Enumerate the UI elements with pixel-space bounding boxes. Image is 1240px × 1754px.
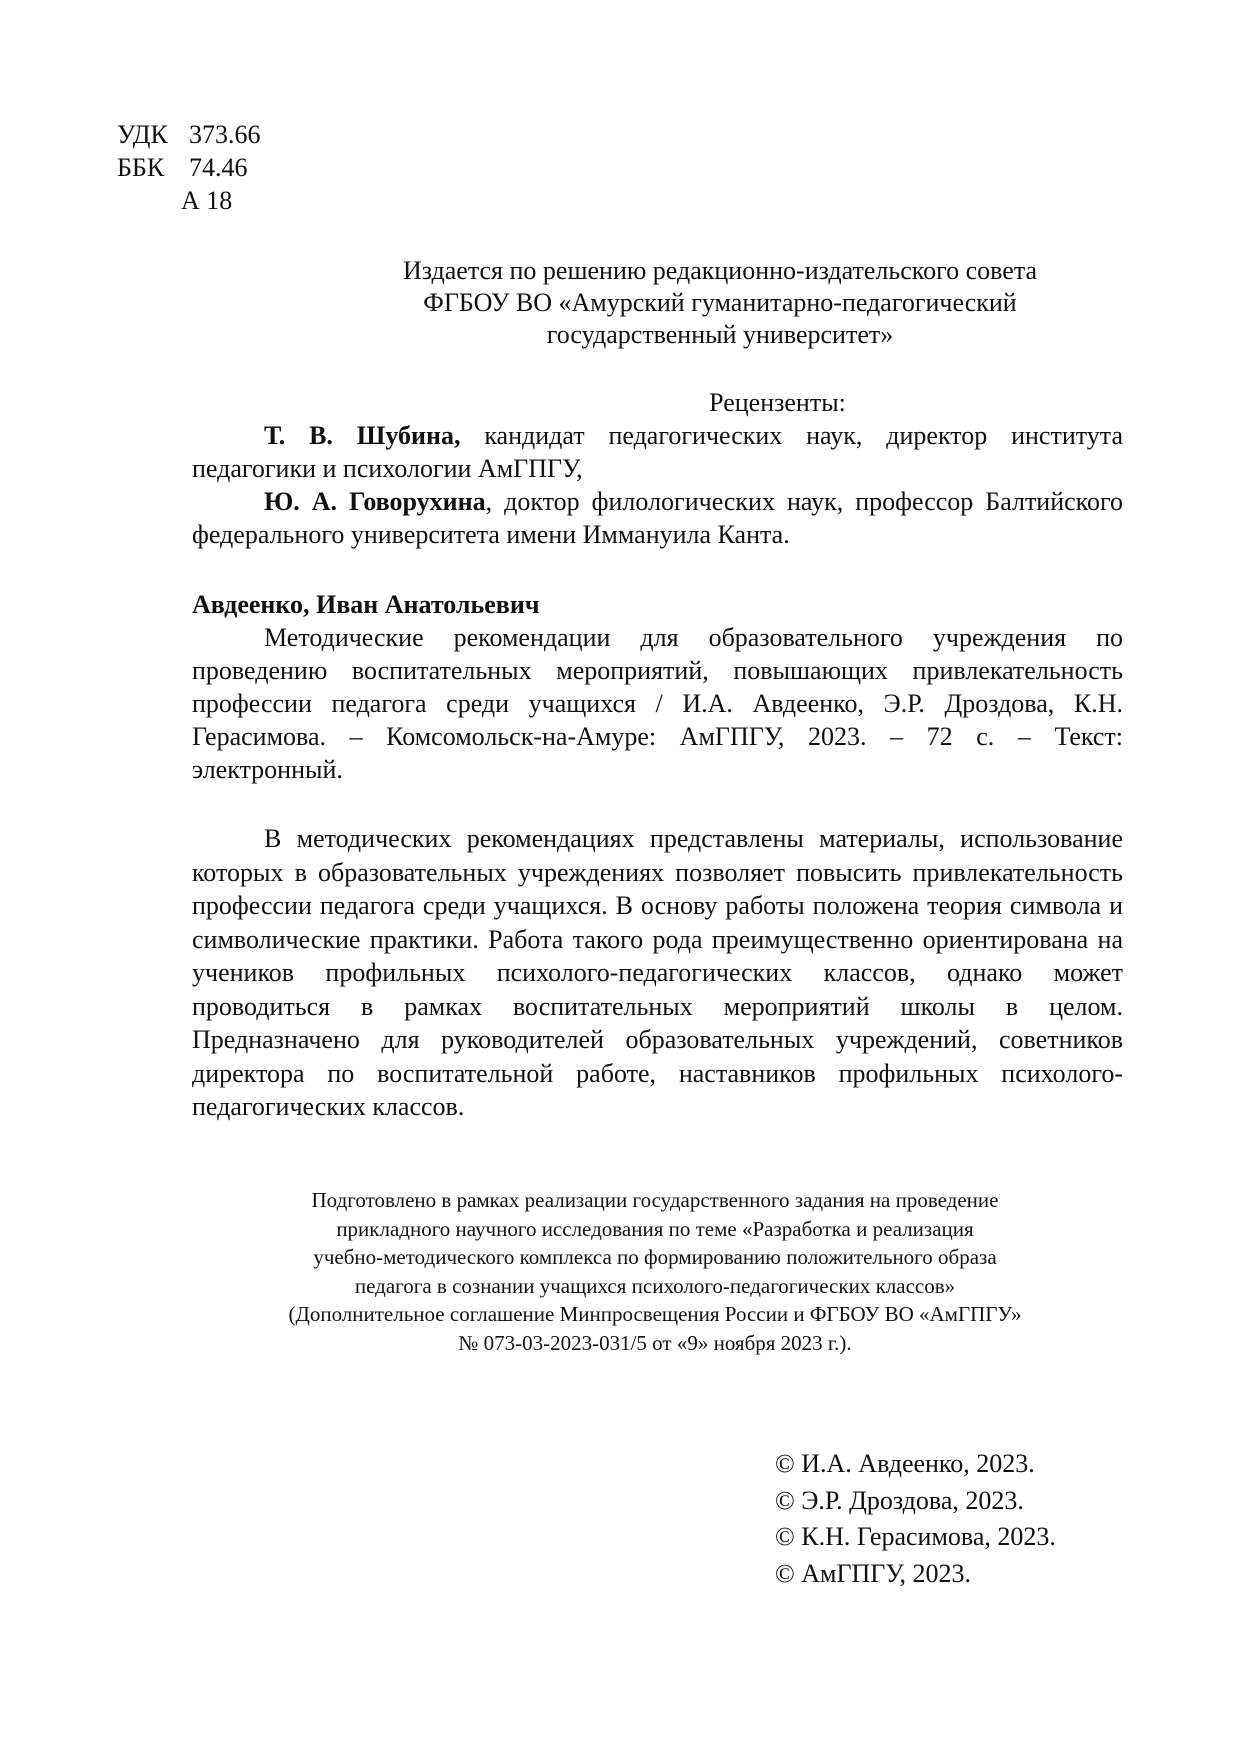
reviewer-name: Т. В. Шубина,: [264, 421, 461, 450]
funding-line: Подготовлено в рамках реализации государственного задания на проведение: [311, 1188, 999, 1212]
copyright-line: © АмГПГУ, 2023.: [775, 1558, 971, 1588]
publisher-notice: [290, 255, 1150, 351]
publisher-notice-line: ФГБОУ ВО «Амурский гуманитарно-педагогический: [423, 288, 1017, 317]
funding-line: педагога в сознании учащихся психолого-педагогических классов»: [354, 1273, 956, 1298]
funding-line: учебно-методического комплекса по формированию положительного образа: [313, 1245, 997, 1269]
udk-label: УДК: [117, 120, 168, 149]
record-description: Методические рекомендации для образовательного учреждения по проведению воспитательных мероприятий, повышающих привлекательность профессии педагога среди учащихся / И.А. Авдеенко, Э.Р. Дроздова, К.Н. Герасимова. – Комсомольск-на-Амуре: АмГПГУ, 2023. – 72 с. – Текст: электронный.: [192, 623, 1123, 784]
copyright-line: © Э.Р. Дроздова, 2023.: [775, 1485, 1024, 1515]
annotation-block: [192, 822, 1123, 1124]
reviewer-entry: [192, 419, 1123, 485]
reviewer-entry: [192, 485, 1123, 551]
copyright-block: [775, 1446, 1056, 1592]
reviewers-title: Рецензенты:: [709, 388, 846, 417]
bibliographic-record: [192, 588, 1123, 786]
bbk-row: [117, 151, 261, 184]
copyright-line: © К.Н. Герасимова, 2023.: [775, 1522, 1056, 1551]
annotation-text: В методических рекомендациях представлены материалы, использование которых в образовательных учреждениях позволяет повысить привлекательность профессии педагога среди учащихся. В основу работы положена теория символа и символические практики. Работа такого рода преимущественно ориентирована на учеников профильных психолого-педагогических классов, однако может проводиться в рамках воспитательных мероприятий школы в целом. Предназначено для руководителей образовательных учреждений, советников директора по воспитательной работе, наставников профильных психолого-педагогических классов.: [192, 824, 1123, 1121]
udk-value: 373.66: [189, 120, 261, 149]
funding-line: прикладного научного исследования по теме «Разработка и реализация: [336, 1216, 974, 1241]
record-author: Авдеенко, Иван Анатольевич: [192, 590, 540, 619]
classification-block: [117, 118, 261, 217]
author-mark: А 18: [181, 186, 233, 215]
funding-note: [190, 1186, 1120, 1357]
reviewer-description: кандидат педагогических наук, директор института педагогики и психологии АмГПГУ,: [192, 421, 1123, 483]
publisher-notice-line: государственный университет»: [546, 320, 894, 349]
publisher-notice-line: Издается по решению редакционно-издательского совета: [402, 256, 1038, 285]
funding-line: (Дополнительное соглашение Минпросвещения России и ФГБОУ ВО «АмГПГУ»: [288, 1302, 1022, 1326]
copyright-line: © И.А. Авдеенко, 2023.: [775, 1449, 1035, 1478]
reviewers-block: [192, 386, 1123, 551]
bbk-value: 74.46: [189, 153, 248, 182]
udk-row: [117, 118, 261, 151]
reviewer-description: , доктор филологических наук, профессор Балтийского федерального университета имени Иммануила Канта.: [192, 487, 1124, 549]
funding-line: № 073-03-2023-031/5 от «9» ноября 2023 г.).: [458, 1330, 852, 1355]
bbk-label: ББК: [117, 153, 165, 182]
reviewer-name: Ю. А. Говорухина: [264, 487, 486, 516]
